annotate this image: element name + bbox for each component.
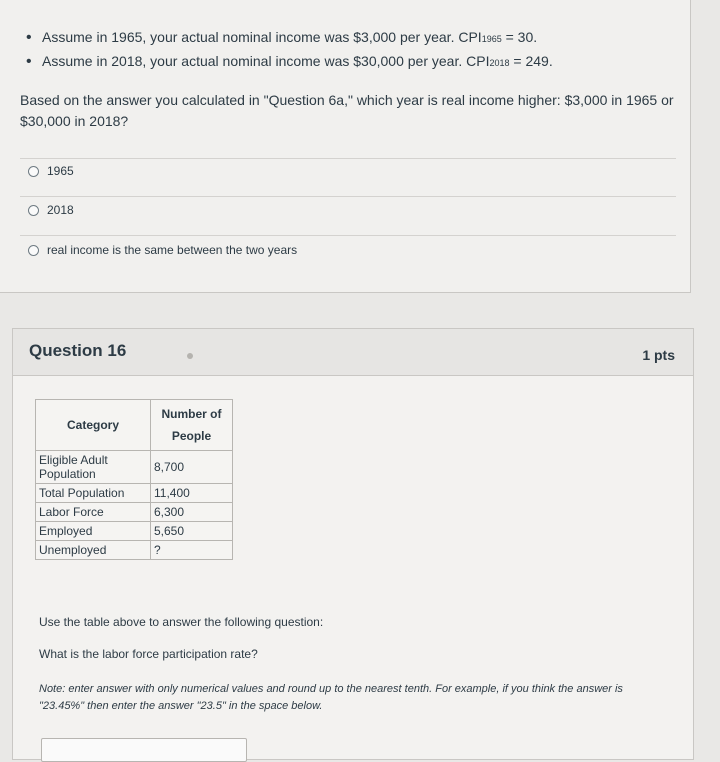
table-cell-value: 11,400: [151, 484, 233, 503]
loading-indicator-icon: [187, 353, 193, 359]
given-info-value: = 249.: [509, 53, 553, 69]
table-cell-value: ?: [151, 541, 233, 560]
question-prompt: Based on the answer you calculated in "Question 6a," which year is real income higher: $3,000 in 1965 or $30,000 in 2018?: [20, 92, 674, 129]
table-row: [36, 541, 233, 560]
table-cell-value: 8,700: [151, 451, 233, 484]
table-cell-category: Employed: [36, 522, 151, 541]
question-16-card: [12, 328, 694, 760]
bullet-icon: •: [26, 29, 32, 46]
radio-button[interactable]: [28, 245, 39, 256]
table-cell-category: Eligible Adult Population: [36, 451, 151, 484]
table-cell-category: Labor Force: [36, 503, 151, 522]
question-points: 1 pts: [642, 347, 675, 363]
question-title: Question 16: [29, 341, 127, 360]
bullet-icon: •: [26, 53, 32, 70]
table-cell-value: 5,650: [151, 522, 233, 541]
given-info-list: [26, 26, 553, 74]
answer-note: Note: enter answer with only numerical values and round up to the nearest tenth. For example, if you think the answer is "23.45%" then enter the answer "23.5" in the space below.: [39, 683, 623, 712]
answer-option-same[interactable]: [28, 243, 297, 257]
given-info-value: = 30.: [501, 29, 538, 45]
table-row: [36, 522, 233, 541]
option-divider: [20, 158, 676, 159]
radio-button[interactable]: [28, 205, 39, 216]
cpi-year-subscript: 1965: [481, 34, 502, 44]
given-info-item: [26, 50, 553, 74]
question-text: What is the labor force participation rate?: [39, 647, 258, 661]
option-label: 1965: [47, 164, 74, 178]
labor-data-table: [35, 399, 233, 560]
cpi-year-subscript: 2018: [489, 58, 510, 68]
previous-question-card: [0, 0, 691, 293]
column-header-category: Category: [36, 400, 151, 451]
question-header: [13, 329, 693, 376]
column-header-number: Number of People: [151, 400, 233, 451]
table-cell-category: Total Population: [36, 484, 151, 503]
answer-option-2018[interactable]: [28, 203, 74, 217]
given-info-item: [26, 26, 553, 50]
option-label: real income is the same between the two years: [47, 243, 298, 257]
table-row: [36, 484, 233, 503]
instruction-text: Use the table above to answer the following question:: [39, 615, 324, 629]
table-row: [36, 503, 233, 522]
answer-option-1965[interactable]: [28, 164, 74, 178]
table-row: [36, 451, 233, 484]
option-divider: [20, 196, 676, 197]
option-label: 2018: [47, 203, 74, 217]
radio-button[interactable]: [28, 166, 39, 177]
table-header-row: [36, 400, 233, 451]
option-divider: [20, 235, 676, 236]
table-cell-category: Unemployed: [36, 541, 151, 560]
given-info-text: Assume in 1965, your actual nominal income was $3,000 per year. CPI: [42, 29, 482, 45]
given-info-text: Assume in 2018, your actual nominal income was $30,000 per year. CPI: [42, 53, 490, 69]
table-cell-value: 6,300: [151, 503, 233, 522]
answer-input[interactable]: [41, 738, 247, 762]
